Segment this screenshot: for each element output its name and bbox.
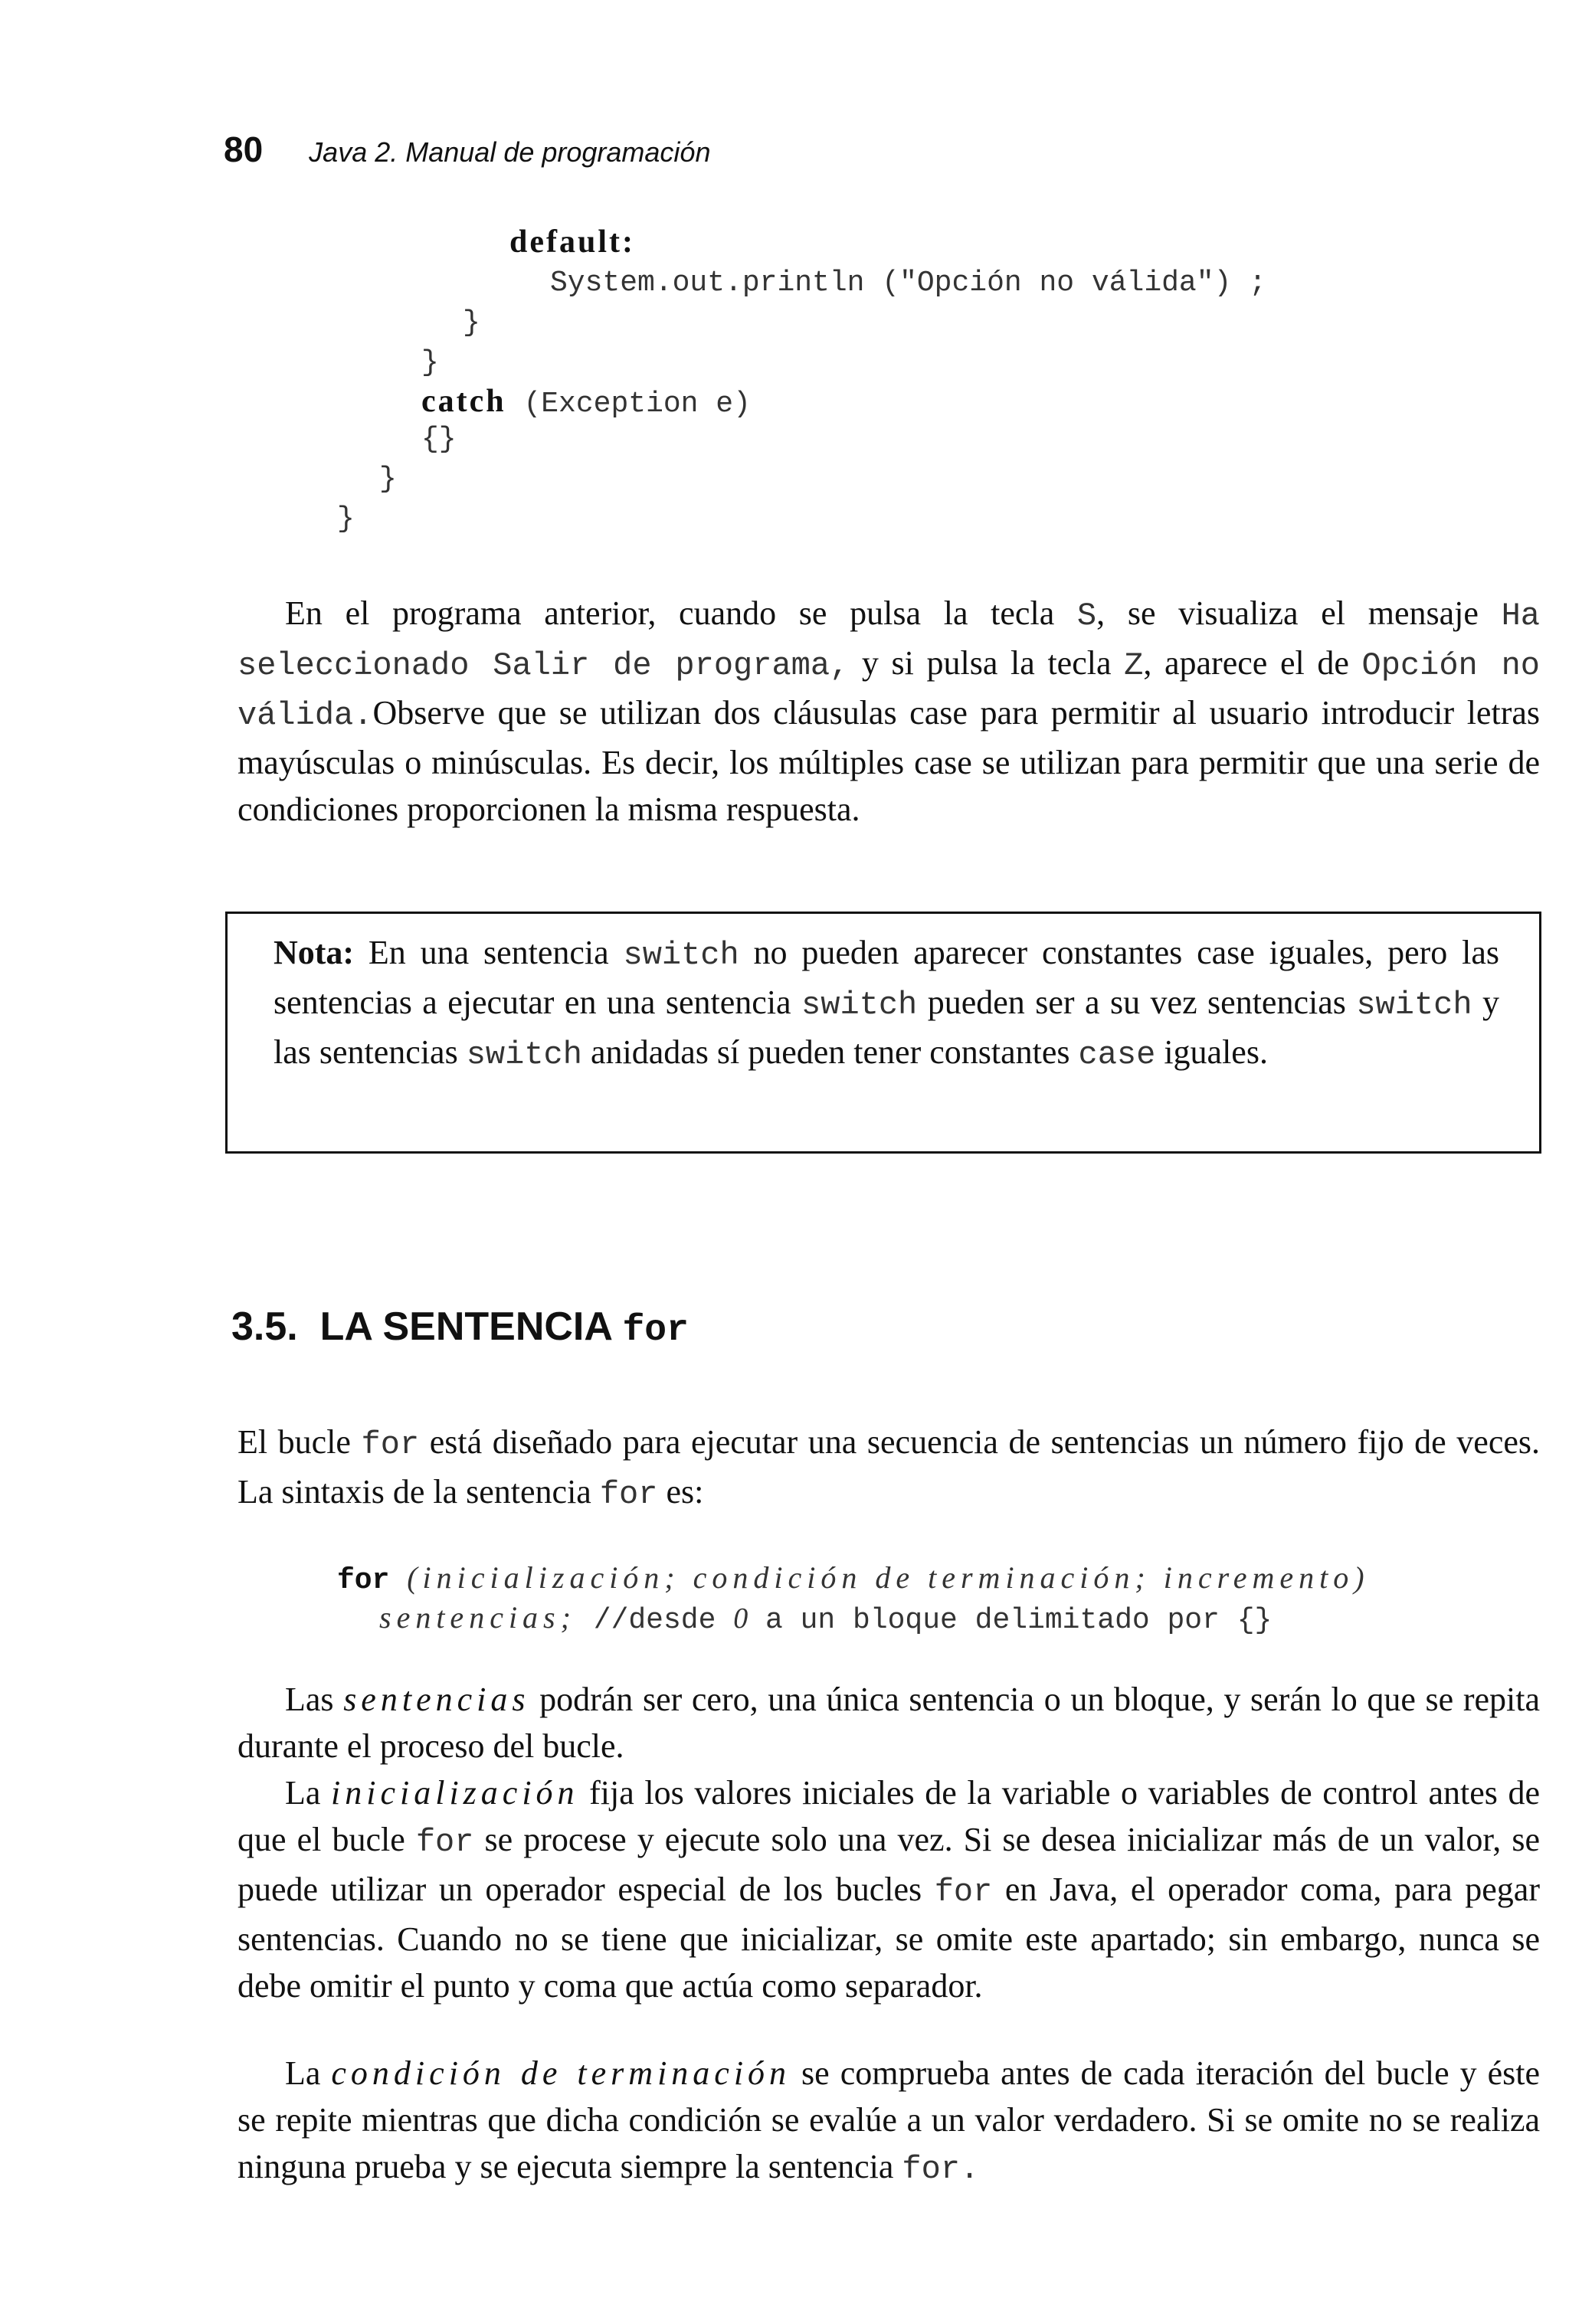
running-title: Java 2. Manual de programación	[309, 136, 711, 168]
paragraph: El bucle for está diseñado para ejecutar una secuencia de sentencias un número fijo de veces. La sintaxis de la sentencia for es:	[237, 1423, 1541, 1513]
note-box	[225, 912, 1541, 1154]
code-line: catch (Exception e)	[421, 384, 751, 421]
syntax-line: for (inicialización; condición de terminación; incremento)	[337, 1560, 1370, 1597]
syntax-line: sentencias; //desde 0 a un bloque delimitado por {}	[379, 1600, 1273, 1637]
paragraph: La condición de terminación se comprueba antes de cada iteración del bucle y éste se repite mientras que dicha condición se evalúe a un valor verdadero. Si se omite no se realiza ninguna prueba y se ejecuta siempre la sentencia for.	[237, 2054, 1541, 2188]
paragraph: En el programa anterior, cuando se pulsa la tecla S, se visualiza el mensaje Ha seleccionado Salir de programa, y si pulsa la tecla Z, aparece el de Opción no válida.Observe que se utilizan dos cláusulas case para permitir al usuario introducir letras mayúsculas o minúsculas. Es decir, los múltiples case se utilizan para permitir que una serie de condiciones proporcionen la misma respuesta.	[237, 594, 1540, 828]
page-number: 80	[224, 129, 264, 169]
code-line: }	[463, 306, 480, 339]
note-text: Nota: En una sentencia switch no pueden aparecer constantes case iguales, pero las sentencias a ejecutar en una sentencia switch pueden ser a su vez sentencias switch y las sentencias switch anidadas sí pueden tener constantes case iguales.	[274, 934, 1500, 1073]
section-heading: 3.5. LA SENTENCIA for	[231, 1304, 689, 1351]
code-line: {}	[421, 423, 457, 456]
code-line: }	[421, 346, 439, 379]
note-label: Nota:	[274, 934, 355, 971]
paragraph: Las sentencias podrán ser cero, una única sentencia o un bloque, y serán lo que se repita durante el proceso del bucle.	[237, 1681, 1541, 1765]
code-line: }	[379, 463, 397, 496]
code-line: }	[337, 502, 355, 535]
code-line: default:	[509, 224, 635, 260]
page-header	[224, 129, 710, 170]
paragraph: La inicialización fija los valores iniciales de la variable o variables de control antes de que el bucle for se procese y ejecute solo una vez. Si se desea inicializar más de un valor, se puede utilizar un operador especial de los bucles for en Java, el operador coma, para pegar sentencias. Cuando no se tiene que inicializar, se omite este apartado; sin embargo, nunca se debe omitir el punto y coma que actúa como separador.	[237, 1774, 1540, 2005]
code-line: System.out.println ("Opción no válida") ;	[550, 267, 1266, 300]
